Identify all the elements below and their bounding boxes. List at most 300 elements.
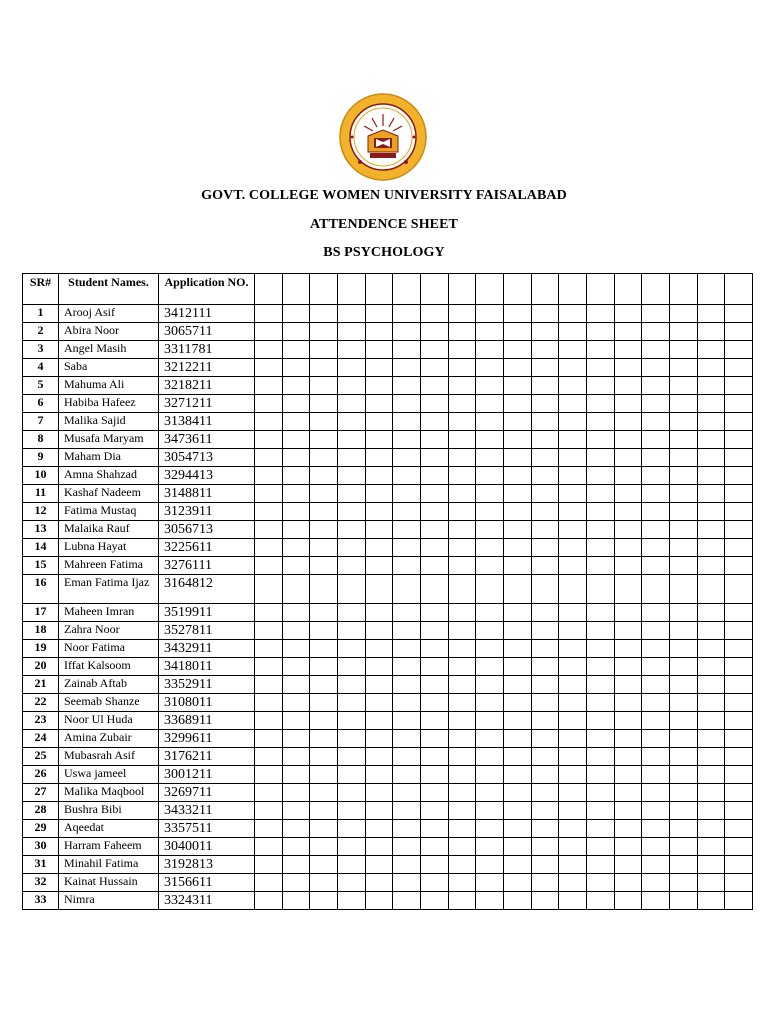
student-name: Iffat Kalsoom bbox=[59, 658, 159, 676]
attendance-cell bbox=[420, 323, 448, 341]
attendance-cell bbox=[255, 485, 283, 503]
attendance-cell bbox=[365, 640, 393, 658]
application-number: 3357511 bbox=[159, 820, 255, 838]
attendance-cell bbox=[282, 359, 310, 377]
attendance-cell bbox=[669, 431, 697, 449]
attendance-cell bbox=[365, 622, 393, 640]
attendance-cell bbox=[310, 730, 338, 748]
attendance-cell bbox=[614, 503, 642, 521]
table-row bbox=[23, 503, 753, 521]
attendance-cell bbox=[503, 575, 531, 604]
student-name: Angel Masih bbox=[59, 341, 159, 359]
header-sr: SR# bbox=[23, 274, 59, 305]
attendance-cell bbox=[614, 604, 642, 622]
attendance-cell bbox=[448, 377, 476, 395]
table-row bbox=[23, 413, 753, 431]
attendance-cell bbox=[476, 341, 504, 359]
attendance-cell bbox=[559, 892, 587, 910]
attendance-cell bbox=[697, 539, 725, 557]
attendance-cell bbox=[282, 640, 310, 658]
attendance-cell bbox=[614, 766, 642, 784]
attendance-cell bbox=[420, 539, 448, 557]
attendance-cell bbox=[255, 802, 283, 820]
attendance-cell bbox=[365, 323, 393, 341]
attendance-cell bbox=[310, 575, 338, 604]
attendance-cell bbox=[282, 431, 310, 449]
attendance-cell bbox=[337, 557, 365, 575]
attendance-cell bbox=[476, 622, 504, 640]
attendance-cell bbox=[642, 748, 670, 766]
attendance-cell bbox=[697, 359, 725, 377]
attendance-cell bbox=[725, 305, 753, 323]
serial-number: 14 bbox=[23, 539, 59, 557]
attendance-cell bbox=[337, 640, 365, 658]
attendance-cell bbox=[669, 485, 697, 503]
serial-number: 11 bbox=[23, 485, 59, 503]
attendance-cell bbox=[365, 305, 393, 323]
attendance-cell bbox=[586, 341, 614, 359]
attendance-cell bbox=[586, 359, 614, 377]
application-number: 3164812 bbox=[159, 575, 255, 604]
attendance-cell bbox=[310, 431, 338, 449]
attendance-cell bbox=[725, 341, 753, 359]
attendance-cell bbox=[642, 784, 670, 802]
attendance-cell bbox=[282, 766, 310, 784]
attendance-cell bbox=[365, 431, 393, 449]
attendance-cell bbox=[337, 575, 365, 604]
attendance-cell bbox=[282, 802, 310, 820]
table-row bbox=[23, 341, 753, 359]
serial-number: 18 bbox=[23, 622, 59, 640]
serial-number: 13 bbox=[23, 521, 59, 539]
serial-number: 3 bbox=[23, 341, 59, 359]
attendance-cell bbox=[310, 467, 338, 485]
attendance-cell bbox=[725, 395, 753, 413]
application-number: 3412111 bbox=[159, 305, 255, 323]
attendance-cell bbox=[448, 622, 476, 640]
attendance-cell bbox=[586, 485, 614, 503]
table-row bbox=[23, 694, 753, 712]
attendance-cell bbox=[531, 712, 559, 730]
attendance-cell bbox=[586, 784, 614, 802]
attendance-cell bbox=[420, 784, 448, 802]
attendance-cell bbox=[365, 784, 393, 802]
attendance-cell bbox=[531, 575, 559, 604]
attendance-cell bbox=[503, 766, 531, 784]
student-name: Aqeedat bbox=[59, 820, 159, 838]
serial-number: 32 bbox=[23, 874, 59, 892]
attendance-cell bbox=[448, 820, 476, 838]
attendance-cell bbox=[476, 323, 504, 341]
attendance-cell bbox=[614, 658, 642, 676]
attendance-cell bbox=[393, 730, 421, 748]
attendance-cell bbox=[337, 467, 365, 485]
attendance-cell bbox=[282, 305, 310, 323]
attendance-cell bbox=[282, 856, 310, 874]
attendance-cell bbox=[586, 820, 614, 838]
attendance-cell bbox=[255, 395, 283, 413]
attendance-cell bbox=[531, 766, 559, 784]
attendance-cell bbox=[503, 323, 531, 341]
attendance-cell bbox=[669, 604, 697, 622]
attendance-cell bbox=[697, 431, 725, 449]
attendance-cell bbox=[255, 640, 283, 658]
attendance-cell bbox=[642, 640, 670, 658]
attendance-cell bbox=[310, 766, 338, 784]
attendance-cell bbox=[669, 712, 697, 730]
application-number: 3123911 bbox=[159, 503, 255, 521]
attendance-cell bbox=[531, 874, 559, 892]
attendance-cell bbox=[448, 676, 476, 694]
attendance-cell bbox=[503, 748, 531, 766]
attendance-cell bbox=[586, 467, 614, 485]
attendance-cell bbox=[255, 658, 283, 676]
attendance-cell bbox=[282, 748, 310, 766]
attendance-cell bbox=[420, 820, 448, 838]
attendance-cell bbox=[697, 521, 725, 539]
attendance-cell bbox=[476, 658, 504, 676]
attendance-cell bbox=[725, 784, 753, 802]
attendance-cell bbox=[365, 341, 393, 359]
table-row bbox=[23, 802, 753, 820]
attendance-cell bbox=[476, 305, 504, 323]
attendance-cell bbox=[448, 712, 476, 730]
attendance-cell bbox=[725, 467, 753, 485]
application-number: 3040011 bbox=[159, 838, 255, 856]
attendance-cell bbox=[337, 748, 365, 766]
attendance-cell bbox=[669, 359, 697, 377]
sheet-title: ATTENDENCE SHEET bbox=[310, 217, 458, 232]
attendance-cell bbox=[669, 766, 697, 784]
attendance-cell bbox=[310, 802, 338, 820]
attendance-cell bbox=[586, 748, 614, 766]
attendance-cell bbox=[393, 712, 421, 730]
attendance-cell bbox=[393, 748, 421, 766]
attendance-cell bbox=[614, 694, 642, 712]
attendance-cell bbox=[559, 359, 587, 377]
attendance-cell bbox=[697, 784, 725, 802]
attendance-cell bbox=[310, 521, 338, 539]
attendance-cell bbox=[642, 766, 670, 784]
attendance-cell bbox=[365, 802, 393, 820]
attendance-header-cell bbox=[393, 274, 421, 305]
attendance-cell bbox=[614, 575, 642, 604]
attendance-cell bbox=[393, 575, 421, 604]
attendance-cell bbox=[476, 766, 504, 784]
attendance-cell bbox=[255, 449, 283, 467]
attendance-cell bbox=[614, 449, 642, 467]
attendance-cell bbox=[255, 305, 283, 323]
attendance-cell bbox=[669, 341, 697, 359]
attendance-cell bbox=[503, 856, 531, 874]
attendance-cell bbox=[503, 802, 531, 820]
attendance-cell bbox=[503, 503, 531, 521]
attendance-cell bbox=[310, 377, 338, 395]
attendance-cell bbox=[586, 431, 614, 449]
attendance-cell bbox=[255, 575, 283, 604]
attendance-cell bbox=[614, 748, 642, 766]
attendance-cell bbox=[448, 658, 476, 676]
attendance-cell bbox=[725, 640, 753, 658]
attendance-cell bbox=[337, 377, 365, 395]
attendance-cell bbox=[725, 323, 753, 341]
application-number: 3054713 bbox=[159, 449, 255, 467]
table-row bbox=[23, 431, 753, 449]
attendance-cell bbox=[255, 694, 283, 712]
attendance-cell bbox=[614, 856, 642, 874]
attendance-cell bbox=[503, 730, 531, 748]
attendance-cell bbox=[614, 676, 642, 694]
attendance-cell bbox=[448, 575, 476, 604]
application-number: 3519911 bbox=[159, 604, 255, 622]
attendance-cell bbox=[310, 622, 338, 640]
attendance-cell bbox=[310, 676, 338, 694]
attendance-cell bbox=[586, 676, 614, 694]
attendance-cell bbox=[310, 820, 338, 838]
attendance-cell bbox=[420, 305, 448, 323]
attendance-cell bbox=[420, 712, 448, 730]
attendance-cell bbox=[476, 359, 504, 377]
attendance-cell bbox=[476, 892, 504, 910]
attendance-cell bbox=[337, 838, 365, 856]
attendance-cell bbox=[448, 359, 476, 377]
attendance-cell bbox=[310, 413, 338, 431]
attendance-cell bbox=[697, 838, 725, 856]
attendance-cell bbox=[420, 449, 448, 467]
attendance-cell bbox=[337, 485, 365, 503]
serial-number: 23 bbox=[23, 712, 59, 730]
attendance-cell bbox=[559, 856, 587, 874]
serial-number: 19 bbox=[23, 640, 59, 658]
attendance-cell bbox=[282, 467, 310, 485]
attendance-cell bbox=[614, 892, 642, 910]
attendance-cell bbox=[669, 892, 697, 910]
attendance-cell bbox=[255, 431, 283, 449]
attendance-cell bbox=[393, 856, 421, 874]
student-name: Eman Fatima Ijaz bbox=[59, 575, 159, 604]
attendance-cell bbox=[476, 431, 504, 449]
attendance-cell bbox=[559, 539, 587, 557]
attendance-cell bbox=[337, 874, 365, 892]
attendance-cell bbox=[393, 622, 421, 640]
attendance-cell bbox=[476, 395, 504, 413]
attendance-cell bbox=[586, 694, 614, 712]
attendance-cell bbox=[420, 658, 448, 676]
attendance-cell bbox=[393, 341, 421, 359]
attendance-cell bbox=[642, 305, 670, 323]
attendance-cell bbox=[255, 856, 283, 874]
attendance-cell bbox=[337, 730, 365, 748]
attendance-cell bbox=[697, 305, 725, 323]
attendance-cell bbox=[365, 856, 393, 874]
attendance-cell bbox=[725, 892, 753, 910]
attendance-header-cell bbox=[365, 274, 393, 305]
attendance-cell bbox=[365, 676, 393, 694]
attendance-cell bbox=[503, 539, 531, 557]
student-name: Harram Faheem bbox=[59, 838, 159, 856]
attendance-cell bbox=[725, 449, 753, 467]
attendance-cell bbox=[365, 892, 393, 910]
attendance-cell bbox=[448, 413, 476, 431]
attendance-cell bbox=[559, 431, 587, 449]
attendance-cell bbox=[669, 730, 697, 748]
attendance-cell bbox=[420, 341, 448, 359]
application-number: 3065711 bbox=[159, 323, 255, 341]
attendance-cell bbox=[448, 557, 476, 575]
attendance-cell bbox=[697, 820, 725, 838]
attendance-cell bbox=[697, 874, 725, 892]
attendance-cell bbox=[282, 503, 310, 521]
attendance-cell bbox=[337, 449, 365, 467]
attendance-cell bbox=[642, 712, 670, 730]
table-row bbox=[23, 874, 753, 892]
attendance-cell bbox=[642, 838, 670, 856]
attendance-cell bbox=[503, 676, 531, 694]
attendance-cell bbox=[282, 694, 310, 712]
attendance-cell bbox=[642, 892, 670, 910]
attendance-cell bbox=[282, 820, 310, 838]
table-row bbox=[23, 305, 753, 323]
attendance-cell bbox=[255, 766, 283, 784]
attendance-cell bbox=[310, 305, 338, 323]
attendance-cell bbox=[586, 640, 614, 658]
serial-number: 20 bbox=[23, 658, 59, 676]
attendance-cell bbox=[255, 413, 283, 431]
student-name: Fatima Mustaq bbox=[59, 503, 159, 521]
serial-number: 26 bbox=[23, 766, 59, 784]
attendance-cell bbox=[393, 395, 421, 413]
attendance-cell bbox=[365, 395, 393, 413]
attendance-cell bbox=[614, 485, 642, 503]
attendance-cell bbox=[476, 712, 504, 730]
attendance-header-cell bbox=[531, 274, 559, 305]
attendance-cell bbox=[586, 395, 614, 413]
serial-number: 8 bbox=[23, 431, 59, 449]
attendance-cell bbox=[503, 604, 531, 622]
attendance-cell bbox=[586, 658, 614, 676]
serial-number: 6 bbox=[23, 395, 59, 413]
attendance-cell bbox=[559, 676, 587, 694]
attendance-cell bbox=[476, 557, 504, 575]
attendance-cell bbox=[669, 874, 697, 892]
attendance-cell bbox=[559, 874, 587, 892]
attendance-header-cell bbox=[420, 274, 448, 305]
attendance-cell bbox=[669, 521, 697, 539]
attendance-cell bbox=[448, 431, 476, 449]
attendance-cell bbox=[614, 359, 642, 377]
attendance-cell bbox=[614, 521, 642, 539]
attendance-cell bbox=[337, 784, 365, 802]
attendance-cell bbox=[476, 377, 504, 395]
attendance-cell bbox=[614, 622, 642, 640]
attendance-cell bbox=[476, 802, 504, 820]
application-number: 3311781 bbox=[159, 341, 255, 359]
attendance-cell bbox=[614, 874, 642, 892]
attendance-cell bbox=[337, 431, 365, 449]
attendance-cell bbox=[255, 676, 283, 694]
attendance-cell bbox=[531, 467, 559, 485]
attendance-cell bbox=[559, 622, 587, 640]
attendance-cell bbox=[448, 766, 476, 784]
attendance-cell bbox=[420, 802, 448, 820]
attendance-cell bbox=[586, 557, 614, 575]
serial-number: 12 bbox=[23, 503, 59, 521]
attendance-cell bbox=[642, 802, 670, 820]
attendance-cell bbox=[282, 341, 310, 359]
serial-number: 15 bbox=[23, 557, 59, 575]
attendance-cell bbox=[337, 323, 365, 341]
attendance-cell bbox=[725, 359, 753, 377]
student-name: Malika Maqbool bbox=[59, 784, 159, 802]
attendance-cell bbox=[586, 766, 614, 784]
attendance-cell bbox=[420, 521, 448, 539]
attendance-cell bbox=[365, 658, 393, 676]
attendance-cell bbox=[669, 838, 697, 856]
student-name: Amna Shahzad bbox=[59, 467, 159, 485]
attendance-cell bbox=[725, 856, 753, 874]
attendance-cell bbox=[310, 485, 338, 503]
attendance-cell bbox=[531, 341, 559, 359]
attendance-header-cell bbox=[476, 274, 504, 305]
attendance-cell bbox=[697, 467, 725, 485]
table-row bbox=[23, 359, 753, 377]
attendance-cell bbox=[365, 766, 393, 784]
table-row bbox=[23, 784, 753, 802]
attendance-cell bbox=[310, 784, 338, 802]
student-name: Zahra Noor bbox=[59, 622, 159, 640]
attendance-cell bbox=[448, 305, 476, 323]
attendance-cell bbox=[393, 820, 421, 838]
attendance-cell bbox=[697, 449, 725, 467]
serial-number: 30 bbox=[23, 838, 59, 856]
attendance-cell bbox=[725, 766, 753, 784]
attendance-header-cell bbox=[586, 274, 614, 305]
attendance-cell bbox=[531, 820, 559, 838]
attendance-cell bbox=[559, 377, 587, 395]
attendance-cell bbox=[393, 467, 421, 485]
attendance-cell bbox=[476, 485, 504, 503]
attendance-cell bbox=[393, 784, 421, 802]
attendance-cell bbox=[669, 539, 697, 557]
attendance-cell bbox=[559, 766, 587, 784]
attendance-cell bbox=[725, 802, 753, 820]
attendance-cell bbox=[365, 874, 393, 892]
attendance-cell bbox=[697, 658, 725, 676]
attendance-cell bbox=[503, 838, 531, 856]
attendance-cell bbox=[531, 305, 559, 323]
attendance-header-cell bbox=[614, 274, 642, 305]
attendance-cell bbox=[448, 856, 476, 874]
attendance-cell bbox=[310, 539, 338, 557]
attendance-cell bbox=[476, 874, 504, 892]
table-row bbox=[23, 449, 753, 467]
attendance-cell bbox=[503, 431, 531, 449]
attendance-cell bbox=[725, 676, 753, 694]
attendance-cell bbox=[725, 874, 753, 892]
attendance-cell bbox=[559, 640, 587, 658]
serial-number: 28 bbox=[23, 802, 59, 820]
attendance-cell bbox=[725, 730, 753, 748]
attendance-cell bbox=[669, 557, 697, 575]
table-row bbox=[23, 712, 753, 730]
attendance-cell bbox=[642, 539, 670, 557]
attendance-cell bbox=[669, 413, 697, 431]
attendance-cell bbox=[310, 503, 338, 521]
attendance-cell bbox=[393, 892, 421, 910]
student-name: Saba bbox=[59, 359, 159, 377]
attendance-cell bbox=[255, 730, 283, 748]
attendance-cell bbox=[669, 395, 697, 413]
